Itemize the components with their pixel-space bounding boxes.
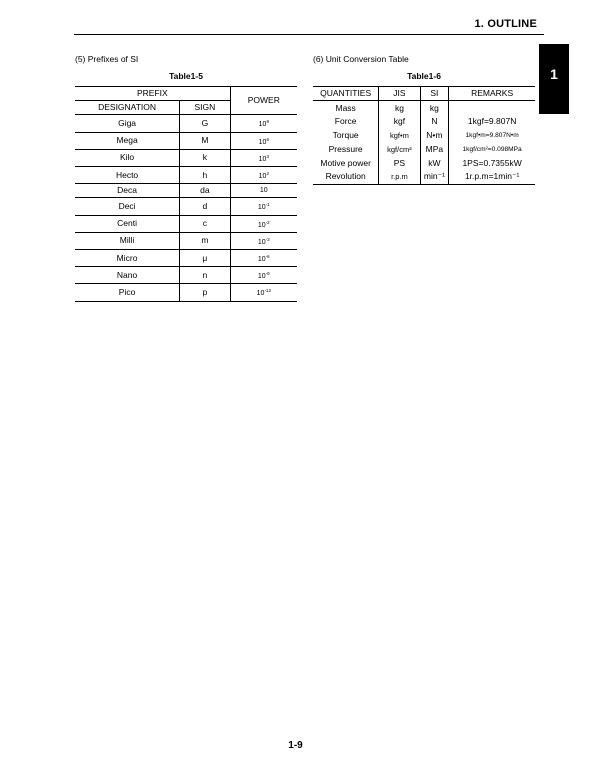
unit-row <box>313 143 535 157</box>
prefix-designation: Mega <box>75 132 180 149</box>
prefix-sign: μ <box>180 250 230 267</box>
unit-si: N <box>420 115 449 129</box>
page-header-title: 1. OUTLINE <box>474 18 537 30</box>
prefix-row <box>75 198 297 215</box>
power-exponent: -6 <box>265 254 270 260</box>
prefix-row <box>75 149 297 166</box>
prefix-designation: Pico <box>118 286 136 297</box>
power-exponent: 9 <box>266 119 269 125</box>
prefix-designation: Micro <box>75 250 180 267</box>
prefix-row <box>75 215 297 232</box>
prefix-designation: Hecto <box>75 167 180 184</box>
unit-quantity: Torque <box>332 130 359 141</box>
unit-remarks: 1PS=0.7355kW <box>449 156 535 170</box>
power-base: 10 <box>259 187 268 195</box>
unit-remarks <box>449 101 535 115</box>
unit-jis: kgf <box>379 115 420 129</box>
unit-jis: kg <box>379 101 420 115</box>
prefix-row <box>75 284 297 301</box>
power-base: 10 <box>257 204 266 212</box>
chapter-tab <box>539 44 569 114</box>
unit-row <box>313 115 535 129</box>
prefix-power <box>230 149 297 166</box>
unit-jis: PS <box>379 156 420 170</box>
prefix-designation: Milli <box>75 232 180 249</box>
prefix-designation: Deca <box>75 184 180 198</box>
power-exponent: -1 <box>265 202 270 208</box>
unit-row <box>313 101 535 115</box>
unit-table-caption: Table1-6 <box>407 71 441 81</box>
unit-si: min⁻¹ <box>420 170 449 184</box>
prefix-sign: n <box>180 267 230 284</box>
unit-quantity: Pressure <box>328 143 363 154</box>
prefix-sign: h <box>180 167 230 184</box>
prefix-power <box>230 267 297 284</box>
remarks-header: REMARKS <box>449 87 535 101</box>
unit-conversion-table <box>313 86 535 185</box>
prefix-row <box>75 184 297 198</box>
power-exponent: -2 <box>265 219 270 225</box>
prefix-sign: M <box>180 132 230 149</box>
unit-remarks: 1kgf=9.807N <box>449 115 535 129</box>
prefix-sign: G <box>180 115 230 132</box>
power-base: 10 <box>257 256 266 264</box>
prefix-row <box>75 232 297 249</box>
unit-section-heading: (6) Unit Conversion Table <box>313 54 409 64</box>
prefix-sign: k <box>180 149 230 166</box>
power-exponent: -12 <box>264 288 271 294</box>
power-exponent: -3 <box>265 236 270 242</box>
prefix-power <box>230 132 297 149</box>
unit-jis: kgf•m <box>379 129 420 143</box>
prefix-designation: Centi <box>75 215 180 232</box>
header-rule <box>74 34 544 35</box>
sign-header: SIGN <box>180 101 230 115</box>
unit-row <box>313 170 535 184</box>
power-base: 10 <box>257 238 266 246</box>
prefix-power <box>230 167 297 184</box>
prefix-designation: Giga <box>75 115 180 132</box>
prefix-sign: p <box>180 284 230 301</box>
unit-remarks: 1kgf•m=9.807N•m <box>449 129 535 143</box>
si-header: SI <box>420 87 449 101</box>
unit-remarks: 1r.p.m=1min⁻¹ <box>449 170 535 184</box>
prefix-sign: c <box>180 215 230 232</box>
prefix-power <box>230 184 297 198</box>
prefix-power <box>230 250 297 267</box>
unit-remarks: 1kgf/cm²=0.098MPa <box>449 143 535 157</box>
prefix-power <box>230 284 297 301</box>
unit-table-body <box>313 101 535 185</box>
unit-row <box>313 156 535 170</box>
power-base: 10 <box>257 273 266 281</box>
prefix-row <box>75 250 297 267</box>
prefix-designation: Kilo <box>75 149 180 166</box>
power-exponent: -9 <box>265 271 270 277</box>
power-exponent: 3 <box>266 153 269 159</box>
prefix-group-header: PREFIX <box>75 87 230 101</box>
prefix-row <box>75 267 297 284</box>
prefix-sign: d <box>180 198 230 215</box>
jis-header: JIS <box>379 87 420 101</box>
prefix-power <box>230 215 297 232</box>
power-exponent: 2 <box>266 171 269 177</box>
unit-si: N•m <box>420 129 449 143</box>
unit-quantity: Revolution <box>325 171 366 182</box>
quantities-header: QUANTITIES <box>313 87 379 101</box>
designation-header: DESIGNATION <box>75 101 180 115</box>
power-exponent: 6 <box>266 136 269 142</box>
prefix-row <box>75 115 297 132</box>
prefixes-table-caption: Table1-5 <box>169 71 203 81</box>
prefixes-section-heading: (5) Prefixes of SI <box>75 54 139 64</box>
prefix-power <box>230 232 297 249</box>
power-base: 10 <box>258 121 267 129</box>
power-base: 10 <box>258 138 267 146</box>
power-base: 10 <box>256 290 265 298</box>
prefix-designation: Nano <box>75 267 180 284</box>
prefix-power <box>230 198 297 215</box>
prefix-row <box>75 167 297 184</box>
prefixes-table-body <box>75 115 297 301</box>
unit-quantity: Motive power <box>320 157 371 168</box>
prefix-designation: Deci <box>75 198 180 215</box>
power-base: 10 <box>257 221 266 229</box>
unit-si: kg <box>420 101 449 115</box>
unit-si: MPa <box>420 143 449 157</box>
unit-row <box>313 129 535 143</box>
prefix-row <box>75 132 297 149</box>
power-base: 10 <box>258 155 267 163</box>
unit-si: kW <box>420 156 449 170</box>
prefixes-table <box>75 86 297 302</box>
unit-jis: r.p.m <box>379 170 420 184</box>
chapter-tab-number: 1 <box>550 66 558 82</box>
prefix-sign: m <box>180 232 230 249</box>
prefix-power <box>230 115 297 132</box>
prefix-sign: da <box>180 184 230 198</box>
unit-jis: kgf/cm² <box>379 143 420 157</box>
power-base: 10 <box>258 173 267 181</box>
unit-quantity: Mass <box>335 102 356 113</box>
unit-quantity: Force <box>334 116 357 127</box>
power-header: POWER <box>230 87 297 115</box>
page-number: 1-9 <box>288 740 303 751</box>
